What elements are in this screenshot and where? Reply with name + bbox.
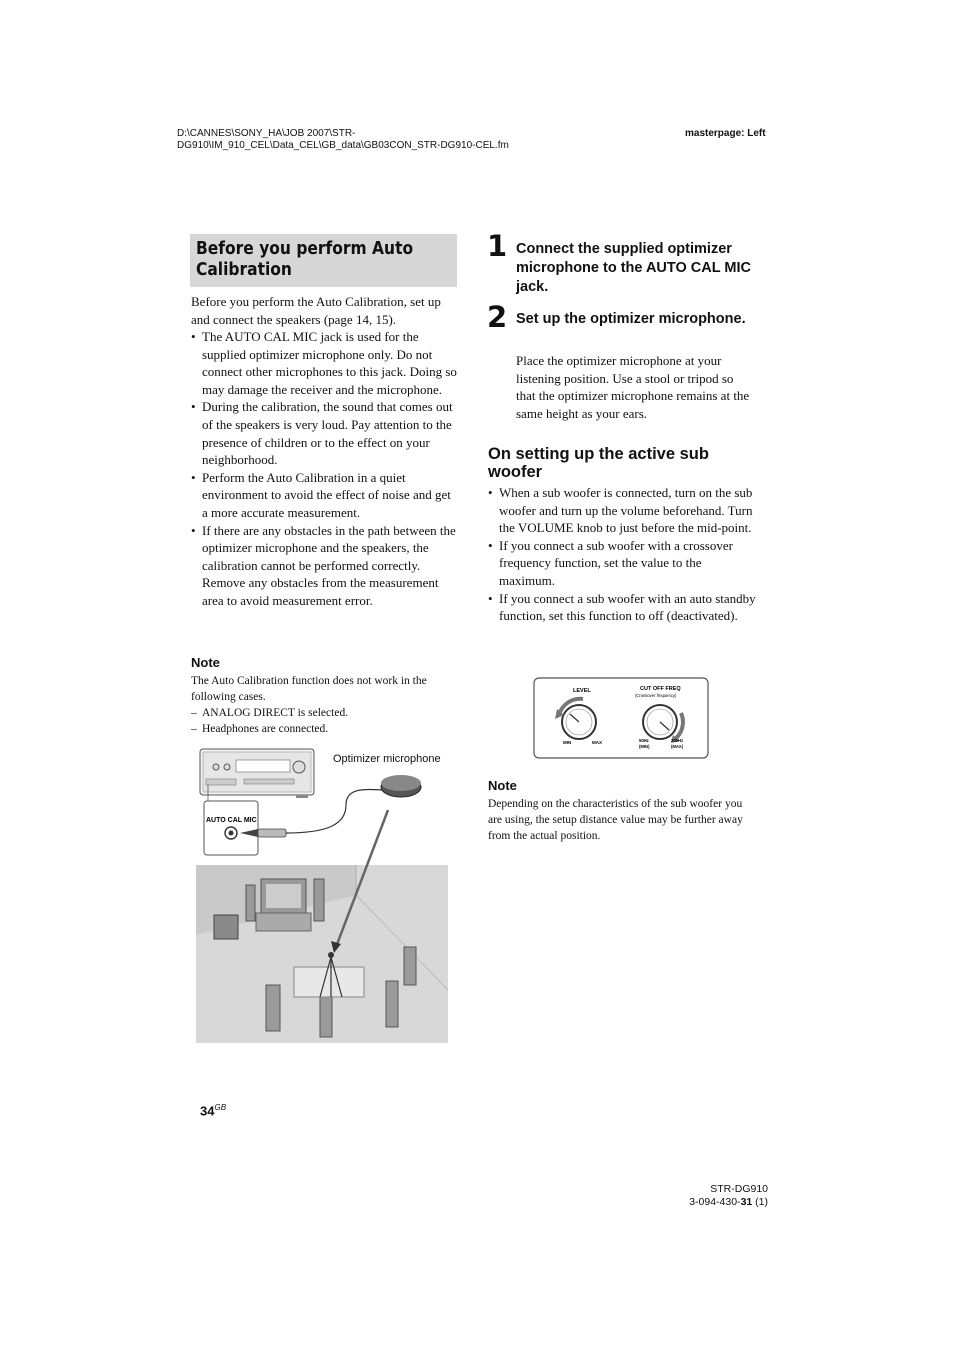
step-2-title: Set up the optimizer microphone. (516, 311, 746, 327)
speaker-icon (246, 885, 255, 921)
page-number-suffix: GB (214, 1103, 227, 1112)
tripod-microphone-icon (328, 952, 334, 958)
list-item: • When a sub woofer is connected, turn on the sub woofer and turn up the volume beforehand. Turn the VOLUME knob to just before the mid-point. (488, 484, 756, 537)
step-1-title: Connect the supplied optimizer microphone to the AUTO CAL MIC jack. (516, 241, 751, 295)
plug-icon (258, 829, 286, 837)
list-item: • Perform the Auto Calibration in a quiet environment to avoid the effect of noise and get a more accurate measurement. (191, 469, 457, 522)
file-path (177, 128, 597, 152)
model-number: STR-DG910 (710, 1183, 768, 1195)
file-path-line1: D:\CANNES\SONY_HA\JOB 2007\STR- (177, 128, 356, 139)
speaker-icon (404, 947, 416, 985)
masterpage-label: masterpage: Left (685, 128, 766, 139)
sofa-icon (294, 967, 364, 997)
document-code (660, 1196, 768, 1209)
speaker-icon (266, 985, 280, 1031)
level-min-label: MIN (563, 740, 572, 745)
speaker-icon (320, 991, 332, 1037)
speaker-icon (314, 879, 324, 921)
connection-diagram (196, 745, 452, 1045)
file-path-line2: DG910\IM_910_CEL\Data_CEL\GB_data\GB03CON_STR-DG910-CEL.fm (177, 140, 509, 151)
step-2-number: 2 (487, 300, 508, 334)
cutoff-max-note: (MAX) (671, 744, 684, 749)
note-text: The Auto Calibration function does not work in the following cases. (191, 675, 427, 703)
step-2-body: Place the optimizer microphone at your listening position. Use a stool or tripod so that the optimizer microphone remains at the same height as your ears. (516, 353, 750, 421)
jack-label: AUTO CAL MIC (206, 817, 257, 824)
section-title: Before you perform Auto Calibration (196, 238, 414, 280)
page-number-value: 34 (200, 1103, 215, 1119)
page-number (200, 1103, 226, 1118)
code-bold: 31 (740, 1196, 753, 1208)
list-item: • If you connect a sub woofer with a crossover frequency function, set the value to the maximum. (488, 537, 756, 590)
code-suffix: (1) (752, 1196, 768, 1208)
subwoofer-icon (214, 915, 238, 939)
note-body: Depending on the characteristics of the sub woofer you are using, the setup distance value may be further away from the actual position. (488, 798, 743, 842)
intro-paragraph: Before you perform the Auto Calibration, set up and connect the speakers (page 14, 15). (191, 294, 441, 327)
level-label: LEVEL (573, 688, 591, 694)
speaker-icon (386, 981, 398, 1027)
list-item: • If you connect a sub woofer with an auto standby function, set this function to off (deactivated). (488, 590, 756, 625)
list-item: • The AUTO CAL MIC jack is used for the supplied optimizer microphone only. Do not connect other microphones to this jack. Doing so may damage the receiver and the microphone. (191, 328, 457, 398)
subwoofer-knobs-diagram (533, 677, 709, 759)
note-body (191, 673, 459, 737)
note-heading: Note (488, 778, 517, 793)
list-item: • During the calibration, the sound that comes out of the speakers is very loud. Pay attention to the presence of children or to the effect on your neighborhood. (191, 398, 457, 468)
cutoff-max-label: 200Hz (671, 738, 684, 743)
level-max-label: MAX (592, 740, 602, 745)
step-1-number: 1 (487, 229, 508, 263)
list-item: • If there are any obstacles in the path between the optimizer microphone and the speakers, the calibration cannot be performed correctly. Remove any obstacles from the measurement area to avoid measurement error. (191, 522, 457, 610)
note-item: – Headphones are connected. (191, 721, 459, 737)
note-heading: Note (191, 655, 220, 670)
cutoff-min-label: 50Hz (639, 738, 649, 743)
precautions-list (191, 328, 457, 610)
receiver-illustration (200, 749, 314, 798)
cutoff-sub-label: (Crossover frequency) (635, 693, 677, 698)
optimizer-microphone-label: Optimizer microphone (333, 753, 441, 765)
cutoff-min-note: (MIN) (639, 744, 650, 749)
cutoff-label: CUT OFF FREQ (640, 686, 681, 692)
code-prefix: 3-094-430- (689, 1196, 741, 1208)
subwoofer-list (488, 484, 756, 625)
note-item: – ANALOG DIRECT is selected. (191, 705, 459, 721)
subwoofer-heading: On setting up the active sub woofer (488, 445, 709, 481)
